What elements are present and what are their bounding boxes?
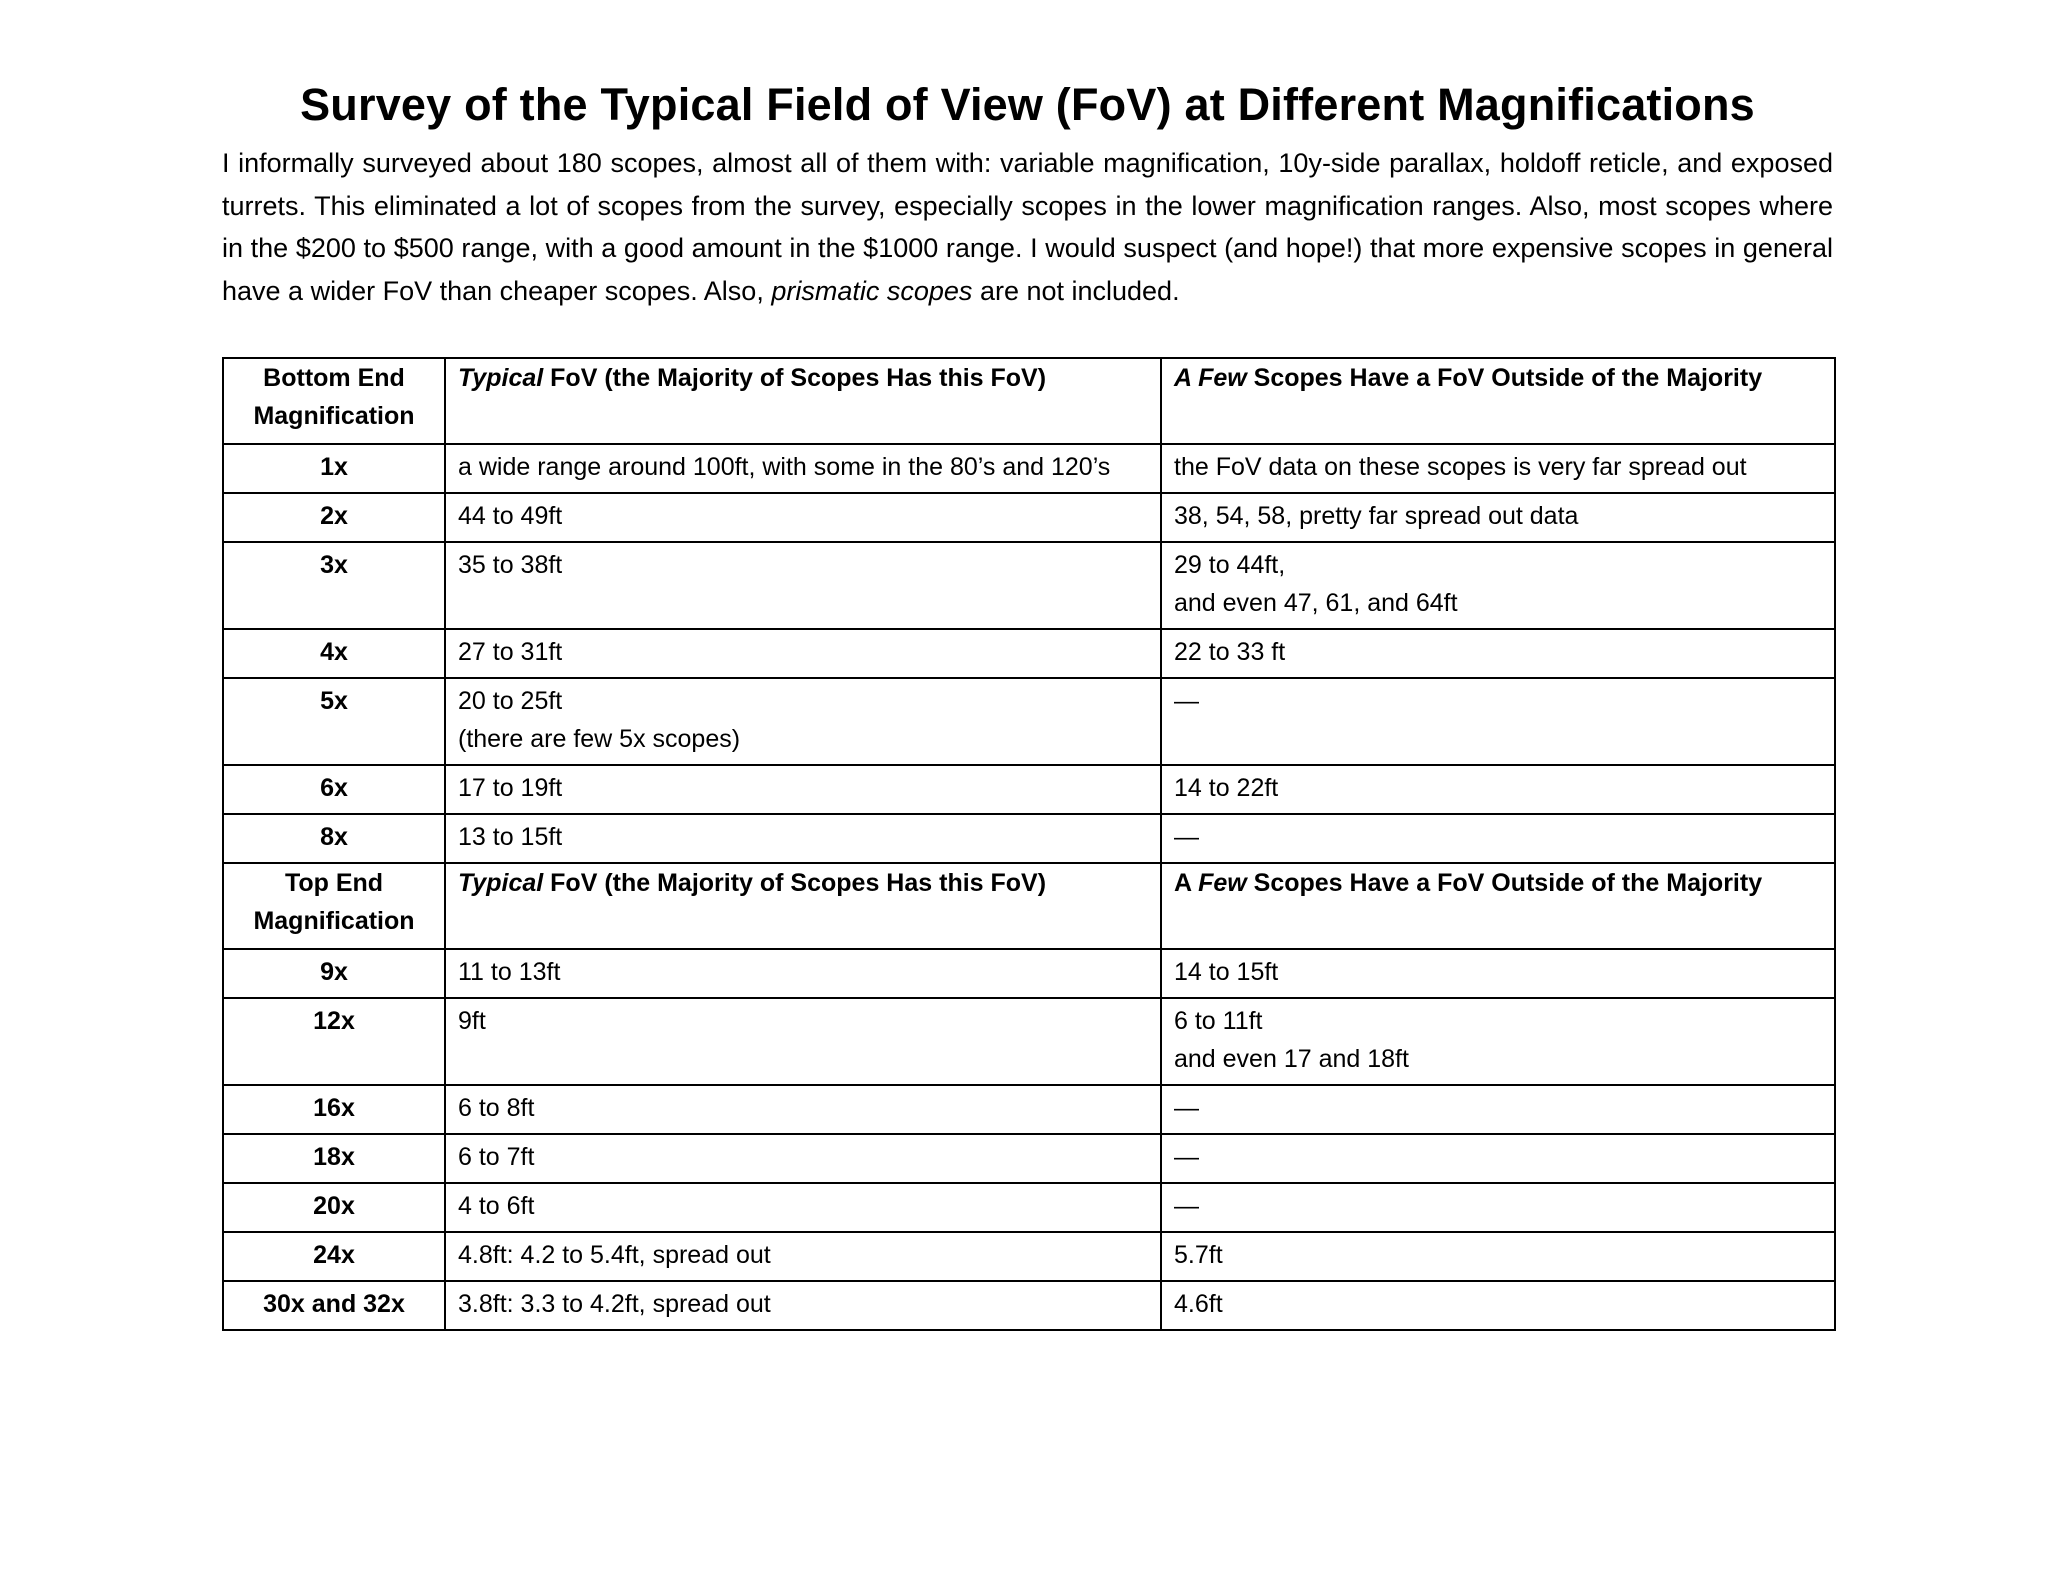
cell-text: 14 to 15ft <box>1174 958 1279 986</box>
header-text: Magnification <box>253 907 415 935</box>
typical-fov-cell <box>445 629 1161 678</box>
header-text: Magnification <box>253 402 415 430</box>
header-text: Scopes Have a FoV Outside of the Majority <box>1246 869 1763 897</box>
cell-text: 22 to 33 ft <box>1174 638 1286 666</box>
cell-text-line2: and even 17 and 18ft <box>1174 1045 1409 1073</box>
page-title: Survey of the Typical Field of View (FoV) at Different Magnifications <box>300 79 1755 130</box>
magnification-cell: 1x <box>223 444 445 493</box>
few-scopes-cell <box>1161 949 1835 998</box>
typical-fov-cell <box>445 1232 1161 1281</box>
few-scopes-cell <box>1161 765 1835 814</box>
few-scopes-header <box>1161 358 1835 444</box>
typical-fov-cell <box>445 998 1161 1085</box>
few-scopes-cell <box>1161 1281 1835 1330</box>
table-row <box>223 444 1835 493</box>
few-scopes-cell <box>1161 1232 1835 1281</box>
cell-text: 38, 54, 58, pretty far spread out data <box>1174 502 1579 530</box>
typical-fov-cell <box>445 1183 1161 1232</box>
header-text: FoV (the Majority of Scopes Has this FoV) <box>543 364 1047 392</box>
intro-text-end: are not included. <box>979 275 1180 306</box>
cell-text: — <box>1174 1192 1199 1220</box>
few-scopes-cell <box>1161 998 1835 1085</box>
cell-text: 6 to 8ft <box>458 1094 535 1122</box>
header-emphasis: Typical <box>458 364 544 392</box>
table-row <box>223 629 1835 678</box>
cell-text: 20 to 25ft <box>458 687 563 715</box>
magnification-cell: 5x <box>223 678 445 765</box>
few-scopes-cell <box>1161 542 1835 629</box>
magnification-cell: 3x <box>223 542 445 629</box>
typical-fov-cell <box>445 1281 1161 1330</box>
magnification-cell: 16x <box>223 1085 445 1134</box>
typical-fov-cell <box>445 949 1161 998</box>
header-text: Top End <box>284 869 384 897</box>
header-emphasis: Typical <box>458 869 544 897</box>
typical-fov-cell <box>445 1085 1161 1134</box>
magnification-cell: 24x <box>223 1232 445 1281</box>
cell-text: 9ft <box>458 1007 486 1035</box>
typical-fov-cell <box>445 678 1161 765</box>
few-scopes-header <box>1161 863 1835 949</box>
magnification-cell: 8x <box>223 814 445 863</box>
magnification-cell: 18x <box>223 1134 445 1183</box>
header-text: Bottom End <box>263 364 405 392</box>
cell-text: 17 to 19ft <box>458 774 563 802</box>
cell-text: — <box>1174 1143 1199 1171</box>
cell-text: 14 to 22ft <box>1174 774 1279 802</box>
few-scopes-cell <box>1161 814 1835 863</box>
top-end-header-row <box>223 863 1835 949</box>
cell-text: 35 to 38ft <box>458 551 563 579</box>
table-row <box>223 998 1835 1085</box>
cell-text: 4.8ft: 4.2 to 5.4ft, spread out <box>458 1241 771 1269</box>
table-row <box>223 949 1835 998</box>
table-row <box>223 1183 1835 1232</box>
typical-fov-header <box>445 358 1161 444</box>
few-scopes-cell <box>1161 444 1835 493</box>
cell-text: 27 to 31ft <box>458 638 563 666</box>
magnification-cell: 6x <box>223 765 445 814</box>
table-row <box>223 542 1835 629</box>
cell-text-line2: (there are few 5x scopes) <box>458 725 741 753</box>
header-emphasis: A Few <box>1174 364 1247 392</box>
bottom-end-header-row <box>223 358 1835 444</box>
cell-text: 4 to 6ft <box>458 1192 535 1220</box>
header-text: FoV (the Majority of Scopes Has this FoV) <box>543 869 1047 897</box>
cell-text: 4.6ft <box>1174 1290 1223 1318</box>
typical-fov-cell <box>445 444 1161 493</box>
cell-text: 11 to 13ft <box>458 958 561 986</box>
header-text: A <box>1174 869 1199 897</box>
cell-text: a wide range around 100ft, with some in the 80’s and 120’s <box>458 453 1111 481</box>
few-scopes-cell <box>1161 1134 1835 1183</box>
typical-fov-cell <box>445 814 1161 863</box>
cell-text: 5.7ft <box>1174 1241 1223 1269</box>
typical-fov-cell <box>445 765 1161 814</box>
top-end-mag-header <box>223 863 445 949</box>
cell-text: 6 to 7ft <box>458 1143 535 1171</box>
few-scopes-cell <box>1161 678 1835 765</box>
few-scopes-cell <box>1161 629 1835 678</box>
cell-text: the FoV data on these scopes is very far spread out <box>1174 453 1747 481</box>
intro-paragraph <box>222 142 1833 312</box>
typical-fov-header <box>445 863 1161 949</box>
magnification-cell: 20x <box>223 1183 445 1232</box>
cell-text-line2: and even 47, 61, and 64ft <box>1174 589 1458 617</box>
cell-text: 3.8ft: 3.3 to 4.2ft, spread out <box>458 1290 771 1318</box>
header-emphasis: Few <box>1198 869 1247 897</box>
cell-text: 29 to 44ft, <box>1174 551 1286 579</box>
magnification-cell: 4x <box>223 629 445 678</box>
magnification-cell: 30x and 32x <box>223 1281 445 1330</box>
magnification-cell: 12x <box>223 998 445 1085</box>
cell-text: 13 to 15ft <box>458 823 563 851</box>
magnification-cell: 2x <box>223 493 445 542</box>
few-scopes-cell <box>1161 493 1835 542</box>
table-row <box>223 1134 1835 1183</box>
few-scopes-cell <box>1161 1085 1835 1134</box>
table-row <box>223 1281 1835 1330</box>
few-scopes-cell <box>1161 1183 1835 1232</box>
bottom-end-mag-header <box>223 358 445 444</box>
table-row <box>223 493 1835 542</box>
cell-text: — <box>1174 1094 1199 1122</box>
table-row <box>223 814 1835 863</box>
typical-fov-cell <box>445 493 1161 542</box>
cell-text: 6 to 11ft <box>1174 1007 1263 1035</box>
typical-fov-cell <box>445 542 1161 629</box>
header-text: Scopes Have a FoV Outside of the Majority <box>1246 364 1763 392</box>
intro-text: I informally surveyed about 180 scopes, almost all of them with: variable magnification, 10y-side parallax, holdoff reticle, and exposed turrets. This eliminated a lot of scopes from the survey, especially scopes in the lower magnification ranges. Also, most scopes where in the $200 to $500 range, with a good amount in the $1000 range. I would suspect (and hope!) that more expensive scopes in general have a wider FoV than cheaper scopes. Also, <box>222 148 1833 306</box>
table-row <box>223 765 1835 814</box>
table-row <box>223 1232 1835 1281</box>
table-row <box>223 678 1835 765</box>
cell-text: 44 to 49ft <box>458 502 563 530</box>
typical-fov-cell <box>445 1134 1161 1183</box>
intro-emphasis: prismatic scopes <box>771 275 973 306</box>
cell-text: — <box>1174 687 1199 715</box>
table-row <box>223 1085 1835 1134</box>
cell-text: — <box>1174 823 1199 851</box>
fov-table <box>222 357 1836 1331</box>
magnification-cell: 9x <box>223 949 445 998</box>
